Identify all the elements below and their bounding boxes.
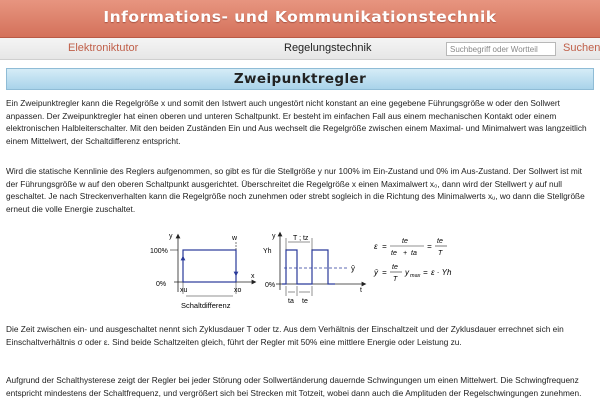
timing-plot — [263, 233, 364, 305]
formula-den-T: T — [438, 250, 443, 257]
switching-signal — [282, 250, 335, 284]
hyst-0-label: 0% — [156, 281, 167, 288]
formula-ybar: ȳ — [374, 268, 378, 277]
timing-y-label: y — [272, 233, 276, 240]
timing-0-label: 0% — [265, 282, 276, 289]
paragraph-4: Aufgrund der Schalthysterese zeigt der Regler bei jeder Störung oder Sollwertänderung dauernde Schwingungen um einen Mittelwert. Die Schwingfrequenz entspricht mindestens der Schaltfrequenz, und vergrößert sich bei Strecken mit Totzeit, wobei dann auch die Amplituden der Regelschwingungen zunehmen. — [6, 375, 582, 398]
paragraph-3: Die Zeit zwischen ein- und ausgeschaltet nennt sich Zyklusdauer T oder tz. Aus dem Verhältnis der Einschaltzeit und der Zyklusdauer errechnet sich ein Einschaltverhältnis σ oder ε. Sind beide Schaltzeiten gleich, führt der Regler mit 50% eine mittlere Energie oder Leistung zu. — [6, 324, 564, 347]
page-title: Zweipunktregler — [233, 71, 367, 87]
figure-svg — [150, 230, 460, 316]
formula-eq-2: = — [427, 242, 432, 251]
page-heading-bar — [6, 68, 594, 90]
hysteresis-plot — [150, 233, 255, 310]
switching-figure — [150, 230, 460, 316]
paragraph-2: Wird die statische Kennlinie des Reglers aufgenommen, so gibt es für die Stellgröße y nur 100% im Ein-Zustand und 0% im Aus-Zustand. Der Sollwert ist mit der Führungsgröße w auf den oberen Schaltpunkt ausgerichtet. Überschreitet die Regelgröße x einen Maximalwert x₀, dann wird der Stellwert y auf null geschaltet. Je nach Streckenverhalten kann die Regelgröße noch zunehmen oder strebt sogleich in die Richtung des Minimalwerts xᵤ, wo dann die Stellgröße erneut die volle Energie zuschaltet. — [6, 166, 585, 214]
formulas — [373, 238, 452, 283]
period-label: T ; tz — [293, 235, 309, 242]
hyst-x-label: x — [251, 273, 255, 280]
te-label: te — [302, 298, 308, 305]
hyst-caption: Schaltdifferenz — [181, 301, 231, 310]
hyst-y-label: y — [169, 233, 173, 240]
formula-plus: + — [403, 250, 408, 257]
formula-ymax: y — [405, 268, 409, 277]
site-header — [0, 0, 600, 38]
formula-eq-4: = — [423, 268, 428, 277]
ta-label: ta — [288, 298, 294, 305]
nav-bar — [0, 38, 600, 60]
search-button[interactable]: Suchen — [563, 42, 600, 54]
nav-link-elektroniktutor[interactable]: Elektroniktutor — [68, 42, 139, 54]
hyst-w-label: w — [232, 235, 238, 242]
site-title: Informations- und Kommunikationstechnik — [103, 8, 497, 26]
hyst-xu-label: xu — [180, 287, 188, 294]
timing-t-label: t — [360, 287, 362, 294]
hyst-100-label: 100% — [150, 248, 168, 255]
formula-num-te-2: te — [437, 238, 443, 245]
hysteresis-loop — [183, 250, 236, 282]
formula-num-te-3: te — [392, 264, 398, 271]
search-input[interactable] — [446, 42, 556, 56]
nav-current-section: Regelungstechnik — [284, 42, 372, 54]
hyst-xo-label: xo — [234, 287, 242, 294]
mean-label: ȳ — [351, 264, 355, 273]
formula-ymax-sub: max — [410, 273, 421, 279]
formula-den-T-2: T — [393, 276, 398, 283]
formula-eps: ε — [374, 242, 378, 251]
formula-den-te: te — [391, 250, 397, 257]
formula-eq-3: = — [382, 268, 387, 277]
timing-yh-label: Yh — [263, 248, 272, 255]
formula-num-te-1: te — [402, 238, 408, 245]
formula-eps-yh: ε · Yh — [431, 268, 452, 277]
formula-eq-1: = — [382, 242, 387, 251]
formula-den-ta: ta — [411, 250, 417, 257]
paragraph-1: Ein Zweipunktregler kann die Regelgröße x und somit den Istwert auch ungestört nicht konstant an eine gegebene Führungsgröße w oder den Sollwert anpassen. Der Zweipunktregler hat einen oberen und unteren Schaltpunkt. Er besteht im einfachen Fall aus einem mechanischen Kontakt oder einem elektronischen Halbleiterschalter. Mit den beiden Zuständen Ein und Aus wechselt die Regelgröße zwischen einem Maximal- und Minimalwert was langzeitlich einem Mittelwert, der Schaltdifferenz entspricht. — [6, 98, 587, 146]
